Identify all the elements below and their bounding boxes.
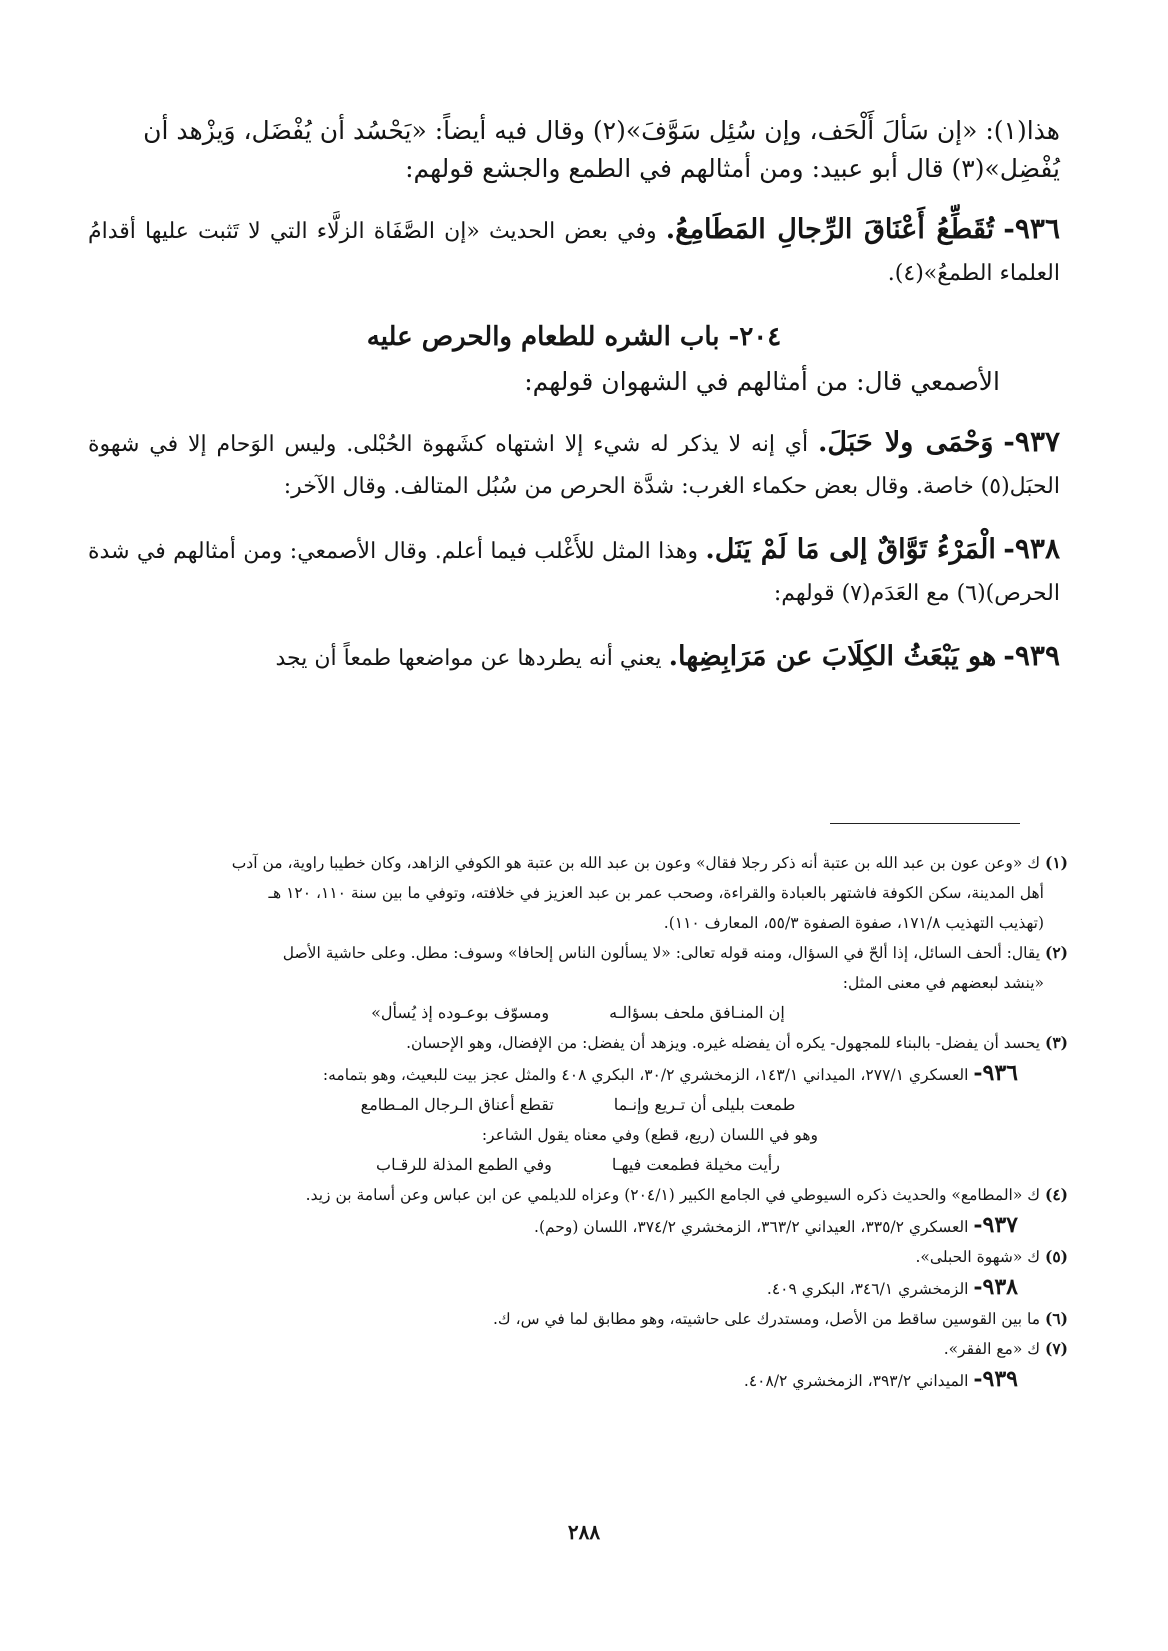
footnote-2-cont: «ينشد لبعضهم في معنى المثل: bbox=[842, 974, 1044, 992]
footnote-text: يقال: ألحف السائل، إذا ألحّ في السؤال، ومنه قوله تعالى: «لا يسألون الناس إلحافا» وسوف: مطل. وعلى حاشية الأصل bbox=[282, 944, 1041, 962]
source-ref-936 bbox=[88, 1058, 1068, 1090]
footnote-1-cont: (تهذيب التهذيب ١٧١/٨، صفوة الصفوة ٥٥/٣، المعارف ١١٠). bbox=[663, 914, 1044, 932]
ref-text: العسكري ٣٣٥/٢، العيداني ٣٦٣/٢، الزمخشري ٣٧٤/٢، اللسان (وحم). bbox=[534, 1218, 969, 1236]
footnote-marker: (٤) bbox=[1044, 1185, 1068, 1204]
proverb-number: ٩٣٦- bbox=[1003, 212, 1060, 245]
text-line: هذا(١): «إن سَألَ أَلْحَف، وإن سُئِل سَوَّفَ»(٢) وقال فيه أيضاً: «يَحْسُد أن يُفْضَل، وَيزْهد أن bbox=[143, 116, 1060, 145]
verse-line bbox=[88, 998, 1068, 1028]
source-ref-938 bbox=[88, 1272, 1068, 1304]
proverb-entry-938 bbox=[88, 528, 1060, 615]
proverb-entry-937 bbox=[88, 421, 1060, 508]
footnote-marker: (٧) bbox=[1044, 1339, 1068, 1358]
verse-hemistich: تقطع أعناق الـرجال المـطامع bbox=[360, 1095, 554, 1114]
verse-hemistich: إن المنـافق ملحف بسؤالـه bbox=[609, 1003, 785, 1022]
proverb-commentary: وهذا المثل للأَغْلب فيما أعلم. وقال الأصمعي: ومن أمثالهم في شدة الحرص)(٦) مع العَدَم(٧) قولهم: bbox=[88, 539, 1060, 606]
ref-number: ٩٣٨- bbox=[973, 1274, 1018, 1300]
chapter-intro: الأصمعي قال: من أمثالهم في الشهوان قولهم: bbox=[524, 367, 1000, 396]
footnote-6 bbox=[88, 1304, 1068, 1334]
main-text bbox=[88, 112, 1060, 680]
proverb-number: ٩٣٩- bbox=[1003, 639, 1060, 672]
footnote-3 bbox=[88, 1028, 1068, 1058]
proverb-text: وَحْمَى ولا حَبَلَ. bbox=[817, 427, 994, 458]
footnote-text: ما بين القوسين ساقط من الأصل، ومستدرك على حاشيته، وهو مطابق لما في س، ك. bbox=[492, 1310, 1041, 1328]
footnote-1 bbox=[88, 848, 1068, 878]
proverb-text: هو يَبْعَثُ الكِلَابَ عن مَرَابِضِها. bbox=[668, 641, 997, 672]
footnotes bbox=[88, 848, 1068, 1396]
proverb-entry-936 bbox=[88, 208, 1060, 295]
footnote-text: ك «شهوة الحبلى». bbox=[915, 1248, 1041, 1266]
footnote-text: ك «مع الفقر». bbox=[943, 1340, 1041, 1358]
ref-text: العسكري ٢٧٧/١، الميداني ١٤٣/١، الزمخشري ٣٠/٢، البكري ٤٠٨ والمثل عجز بيت للبعيث، وهو بتمامه: bbox=[322, 1066, 969, 1084]
verse-hemistich: وفي الطمع المذلة للرقـاب bbox=[376, 1155, 552, 1174]
proverb-number: ٩٣٧- bbox=[1003, 425, 1061, 458]
footnote-text: ك «المطامع» والحديث ذكره السيوطي في الجامع الكبير (٢٠٤/١) وعزاه للديلمي عن ابن عباس وعن أسامة بن زيد. bbox=[305, 1186, 1041, 1204]
footnote-text: ك «وعن عون بن عبد الله بن عتبة أنه ذكر رجلا فقال» وعون بن عبد الله بن عتبة هو الكوفي الزاهد، وكان خطيبا راوية، من آدب bbox=[231, 854, 1041, 872]
proverb-entry-939 bbox=[88, 635, 1060, 680]
footnote-text: يحسد أن يفضل- بالبناء للمجهول- يكره أن يفضله غيره. ويزهد أن يفضل: من الإفضال، وهو الإحسان. bbox=[406, 1034, 1041, 1052]
source-ref-937 bbox=[88, 1210, 1068, 1242]
footnote-5 bbox=[88, 1242, 1068, 1272]
proverb-commentary: يعني أنه يطردها عن مواضعها طمعاً أن يجد bbox=[275, 646, 662, 671]
ref-number: ٩٣٧- bbox=[973, 1212, 1018, 1238]
footnote-marker: (٣) bbox=[1044, 1033, 1068, 1052]
ref-text: الزمخشري ٣٤٦/١، البكري ٤٠٩. bbox=[766, 1280, 969, 1298]
proverb-number: ٩٣٨- bbox=[1003, 532, 1060, 565]
ref-number: ٩٣٦- bbox=[973, 1060, 1018, 1086]
proverb-commentary: وفي بعض الحديث «إن الصَّفَاة الزلَّاء التي لا تَثبت عليها أقدامُ العلماء الطمعُ»(٤). bbox=[88, 219, 1060, 286]
chapter-heading: ٢٠٤- باب الشره للطعام والحرص عليه bbox=[366, 322, 782, 352]
ref-text: الميداني ٣٩٣/٢، الزمخشري ٤٠٨/٢. bbox=[743, 1372, 969, 1390]
footnote-7 bbox=[88, 1334, 1068, 1364]
footnote-2 bbox=[88, 938, 1068, 968]
verse-hemistich: ومسوّف بوعـوده إذ يُسأل» bbox=[371, 1003, 550, 1022]
proverb-text: الْمَرْءُ تَوَّاقٌ إلى مَا لَمْ يَنَل. bbox=[705, 534, 996, 565]
footnote-marker: (٢) bbox=[1044, 943, 1068, 962]
footnote-marker: (٦) bbox=[1044, 1309, 1068, 1328]
verse-line bbox=[88, 1150, 1068, 1180]
source-ref-939 bbox=[88, 1364, 1068, 1396]
verse-hemistich: رأيت مخيلة فطمعت فيهـا bbox=[611, 1155, 780, 1174]
page-number: ٢٨٨ bbox=[567, 1520, 601, 1544]
footnote-separator bbox=[830, 823, 1020, 824]
ref-note: وهو في اللسان (ريع، قطع) وفي معناه يقول الشاعر: bbox=[481, 1126, 818, 1144]
proverb-text: تُقَطِّعُ أَعْنَاقَ الرِّجالِ المَطَامِعُ. bbox=[665, 214, 995, 245]
proverb-commentary: أي إنه لا يذكر له شيء إلا اشتهاه كشَهوة الحُبْلى. وليس الوَحام إلا في شهوة الحبَل(٥) خاصة. وقال بعض حكماء الغرب: شدَّة الحرص من سُبُل المتالف. وقال الآخر: bbox=[88, 432, 1060, 499]
footnote-4 bbox=[88, 1180, 1068, 1210]
ref-number: ٩٣٩- bbox=[973, 1366, 1018, 1392]
text-line: يُفْضِل»(٣) قال أبو عبيد: ومن أمثالهم في الطمع والجشع قولهم: bbox=[405, 154, 1060, 183]
footnote-1-cont: أهل المدينة، سكن الكوفة فاشتهر بالعبادة والقراءة، وصحب عمر بن عبد العزيز في خلافته، وتوفي ما بين سنة ١١٠، ١٢٠ هـ bbox=[268, 884, 1044, 902]
verse-line bbox=[88, 1090, 1068, 1120]
footnote-marker: (١) bbox=[1044, 853, 1068, 872]
verse-hemistich: طمعت بليلى أن تـريع وإنـما bbox=[613, 1095, 796, 1114]
footnote-marker: (٥) bbox=[1044, 1247, 1068, 1266]
